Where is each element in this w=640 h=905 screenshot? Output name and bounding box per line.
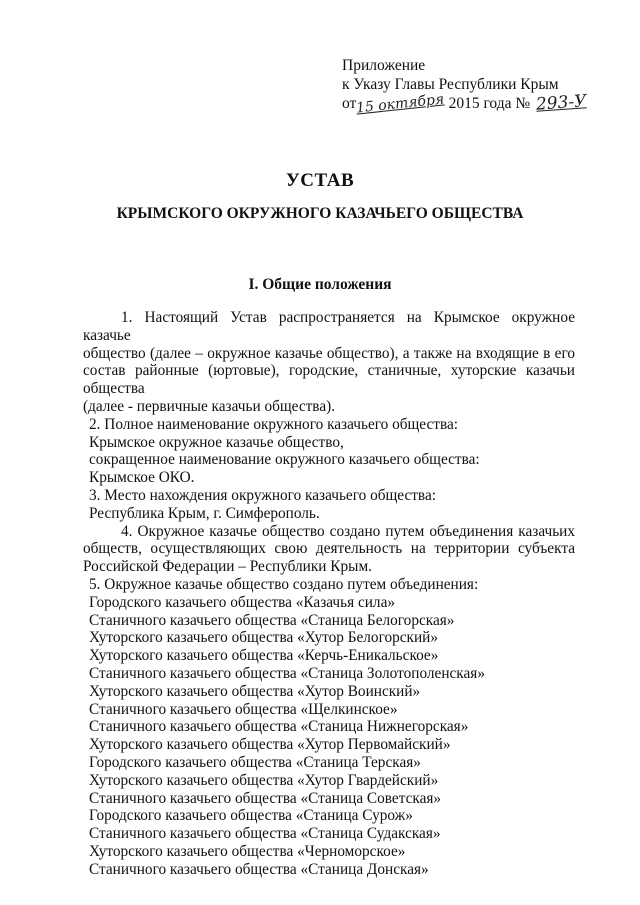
society-item: Хуторского казачьего общества «Черноморское» [89,842,406,860]
paragraph-1-line: состав районные (юртовые), городские, станичные, хуторские казачьи общества [83,362,575,398]
society-item: Станичного казачьего общества «Станица Судакская» [89,825,441,843]
society-item: Городского казачьего общества «Станица Терская» [89,753,421,771]
appendix-date-line [342,91,588,117]
paragraph-4-line: 4. Окружное казачье общество создано путем объединения казачьих [121,522,575,540]
location: Республика Крым, г. Симферополь. [89,504,320,522]
appendix-prefix: от [342,95,357,112]
society-item: Хуторского казачьего общества «Хутор Гвардейский» [89,771,439,789]
society-item: Станичного казачьего общества «Станица Донская» [89,860,429,878]
society-item: Хуторского казачьего общества «Хутор Первомайский» [89,736,451,754]
society-list [83,594,575,879]
paragraph-1-line: (далее - первичные казачьи общества). [83,397,336,415]
paragraph-5: 5. Окружное казачье общество создано путем объединения: [89,575,479,593]
society-item: Станичного казачьего общества «Станица Советская» [89,789,442,807]
society-item: Станичного казачьего общества «Станица Золотополенская» [89,664,485,682]
short-name-label: сокращенное наименование окружного казачьего общества: [89,451,480,469]
handwritten-number: 293-У [535,91,588,115]
paragraph-1-line: общество (далее – окружное казачье общество), а также на входящие в его [83,344,575,362]
society-item: Хуторского казачьего общества «Хутор Воинский» [89,682,421,700]
appendix-year-label: 2015 года № [448,95,531,112]
short-name: Крымское ОКО. [89,469,195,487]
document-title: УСТАВ [285,170,355,191]
paragraph-3: 3. Место нахождения окружного казачьего общества: [89,486,436,504]
society-item: Хуторского казачьего общества «Хутор Белогорский» [89,629,439,647]
society-item: Городского казачьего общества «Казачья сила» [89,593,396,611]
paragraph-4-line: обществ, осуществляющих свою деятельность на территории субъекта [83,540,575,558]
full-name: Крымское окружное казачье общество, [89,433,344,451]
paragraph-1-line: 1. Настоящий Устав распространяется на Крымское окружное казачье [83,309,575,344]
society-item: Городского казачьего общества «Станица Сурож» [89,807,413,825]
document-body [83,309,575,879]
society-item: Хуторского казачьего общества «Керчь-Еникальское» [89,647,439,665]
society-item: Станичного казачьего общества «Станица Белогорская» [89,611,455,629]
appendix-decree: к Указу Главы Республики Крым [342,76,559,93]
society-item: Станичного казачьего общества «Станица Нижнегорская» [89,718,469,736]
section-heading: I. Общие положения [248,276,392,293]
appendix-block [342,56,588,117]
society-item: Станичного казачьего общества «Щелкинское» [89,700,398,718]
paragraph-4-line: Российской Федерации – Республики Крым. [83,558,372,576]
appendix-title: Приложение [342,57,426,74]
paragraph-2: 2. Полное наименование окружного казачьего общества: [89,415,459,433]
handwritten-date: 15 октября [355,91,446,117]
document-subtitle: КРЫМСКОГО ОКРУЖНОГО КАЗАЧЬЕГО ОБЩЕСТВА [116,205,524,222]
